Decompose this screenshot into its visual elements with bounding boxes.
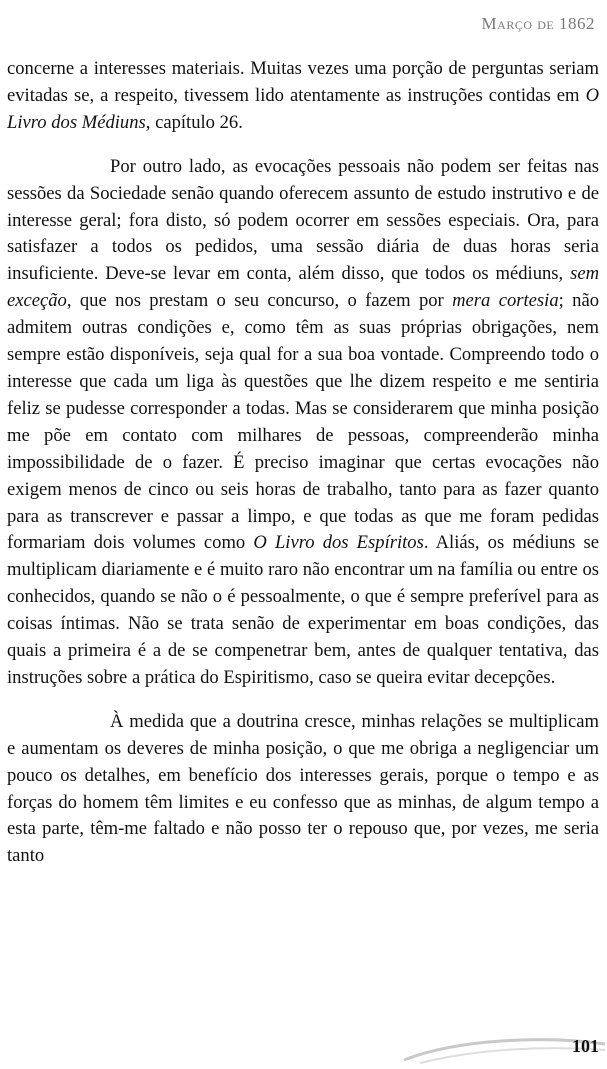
page-number: 101 (572, 1036, 599, 1056)
page-body (7, 56, 599, 870)
paragraph-3: À medida que a doutrina cresce, minhas relações se multiplicam e aumentam os deveres de minha posição, o que me obriga a negligenciar um pouco os detalhes, em benefício dos interesses gerais, porque o tempo e as forças do homem têm limites e eu confesso que as minhas, de algum tempo a esta parte, têm-me faltado e não posso ter o repouso que, por vezes, me seria tanto (7, 710, 599, 867)
emphasis-text: mera cortesia (452, 290, 559, 312)
paragraph-1: concerne a interesses materiais. Muitas vezes uma porção de perguntas seriam evitadas se, a respeito, tivessem lido atentamente as instruções contidas em O Livro dos Médiuns, capítulo 26. (7, 58, 599, 133)
emphasis-text: sem exceção (7, 263, 599, 312)
book-title: O Livro dos Médiuns (7, 84, 599, 133)
running-head: Março de 1862 (481, 14, 595, 33)
paragraph-2: Por outro lado, as evocações pessoais não podem ser feitas nas sessões da Sociedade senão quando oferecem assunto de estudo instrutivo e de interesse geral; fora disto, só podem ocorrer em sessões especiais. Ora, para satisfazer a todos os pedidos, uma sessão diária de duas horas seria insuficiente. Deve-se levar em conta, além disso, que todos os médiuns, sem exceção, que nos prestam o seu concurso, o fazem por mera cortesia; não admitem outras condições e, como têm as suas próprias obrigações, nem sempre estão disponíveis, seja qual for a sua boa vontade. Compreendo todo o interesse que cada um liga às questões que lhe dizem respeito e me sentiria feliz se pudesse corresponder a todas. Mas se considerarem que minha posição me põe em contato com milhares de pessoas, compreenderão minha impossibilidade de o fazer. É preciso imaginar que certas evocações não exigem menos de cinco ou seis horas de trabalho, tanto para as fazer quanto para as transcrever e passar a limpo, e que todas as que me foram pedidas formariam dois volumes como O Livro dos Espíritos. Aliás, os médiuns se multiplicam diariamente e é muito raro não encontrar um na família ou entre os conhecidos, quando se não o é pessoalmente, o que é sempre preferível para as coisas íntimas. Não se trata senão de experimentar em boas condições, das quais a primeira é a de se compenetrar bem, antes de qualquer tentativa, das instruções sobre a prática do Espiritismo, caso se queira evitar decepções. (7, 155, 600, 688)
book-title: O Livro dos Espíritos (253, 532, 424, 554)
